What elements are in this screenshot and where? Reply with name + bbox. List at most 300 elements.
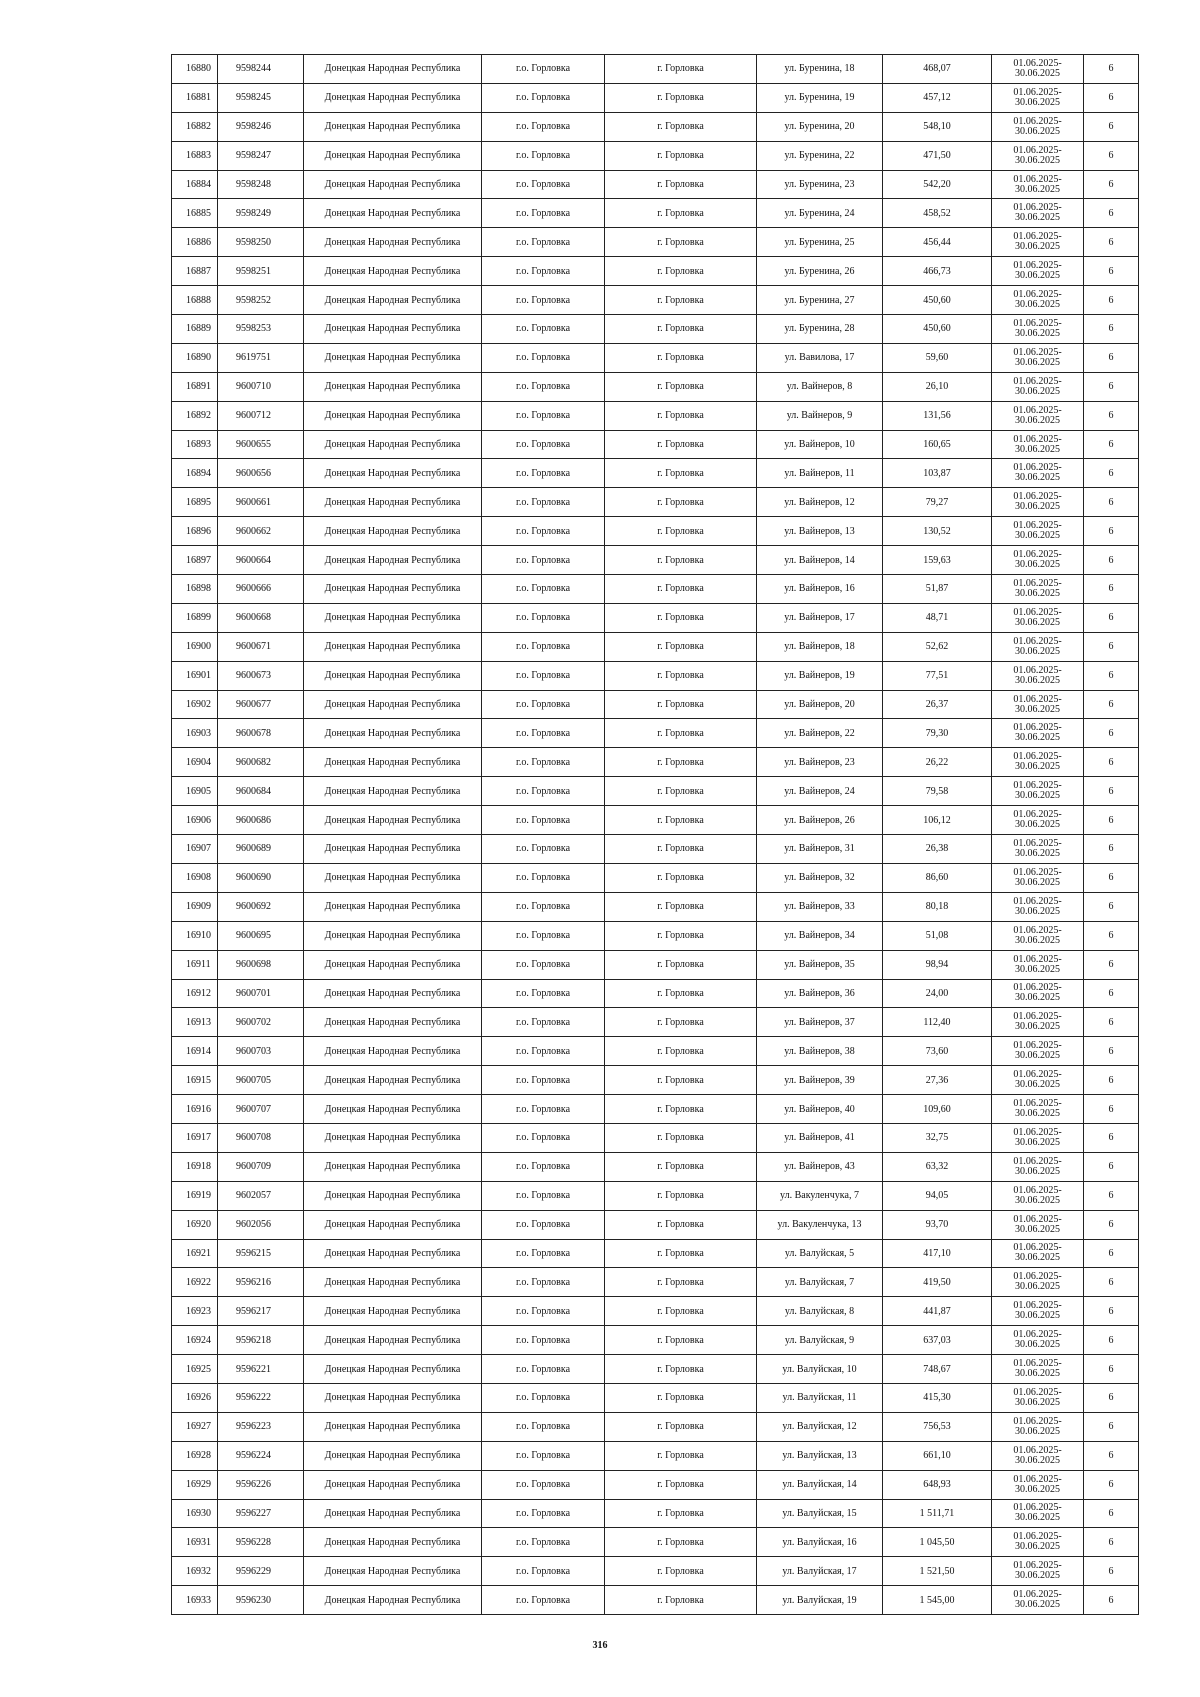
count-value: 6 (1084, 1412, 1139, 1441)
region-name: Донецкая Народная Республика (304, 950, 482, 979)
street-address: ул. Буренина, 25 (757, 228, 883, 257)
period-range: 01.06.2025-30.06.2025 (992, 372, 1084, 401)
table-row (172, 1412, 1139, 1441)
city-name: г. Горловка (605, 488, 757, 517)
cadastral-id: 9598248 (218, 170, 304, 199)
city-name: г. Горловка (605, 430, 757, 459)
area-value: 160,65 (883, 430, 992, 459)
street-address: ул. Буренина, 24 (757, 199, 883, 228)
row-number: 16923 (172, 1297, 218, 1326)
area-value: 48,71 (883, 603, 992, 632)
row-number: 16914 (172, 1037, 218, 1066)
cadastral-id: 9596215 (218, 1239, 304, 1268)
period-range: 01.06.2025-30.06.2025 (992, 141, 1084, 170)
street-address: ул. Валуйская, 14 (757, 1470, 883, 1499)
row-number: 16885 (172, 199, 218, 228)
city-name: г. Горловка (605, 141, 757, 170)
street-address: ул. Вайнеров, 17 (757, 603, 883, 632)
street-address: ул. Вайнеров, 32 (757, 863, 883, 892)
street-address: ул. Вайнеров, 39 (757, 1066, 883, 1095)
region-name: Донецкая Народная Республика (304, 1008, 482, 1037)
area-value: 27,36 (883, 1066, 992, 1095)
period-range: 01.06.2025-30.06.2025 (992, 286, 1084, 315)
row-number: 16903 (172, 719, 218, 748)
period-range: 01.06.2025-30.06.2025 (992, 921, 1084, 950)
period-range: 01.06.2025-30.06.2025 (992, 1586, 1084, 1615)
city-name: г. Горловка (605, 1355, 757, 1384)
cadastral-id: 9600661 (218, 488, 304, 517)
period-range: 01.06.2025-30.06.2025 (992, 401, 1084, 430)
table-row (172, 892, 1139, 921)
area-value: 450,60 (883, 315, 992, 344)
row-number: 16886 (172, 228, 218, 257)
city-name: г. Горловка (605, 1181, 757, 1210)
table-row (172, 575, 1139, 604)
street-address: ул. Вайнеров, 24 (757, 777, 883, 806)
period-range: 01.06.2025-30.06.2025 (992, 661, 1084, 690)
period-range: 01.06.2025-30.06.2025 (992, 777, 1084, 806)
table-row (172, 286, 1139, 315)
street-address: ул. Вайнеров, 8 (757, 372, 883, 401)
table-row (172, 777, 1139, 806)
row-number: 16911 (172, 950, 218, 979)
period-range: 01.06.2025-30.06.2025 (992, 1066, 1084, 1095)
cadastral-id: 9596228 (218, 1528, 304, 1557)
cadastral-id: 9600695 (218, 921, 304, 950)
row-number: 16928 (172, 1441, 218, 1470)
street-address: ул. Буренина, 26 (757, 257, 883, 286)
count-value: 6 (1084, 748, 1139, 777)
city-name: г. Горловка (605, 1326, 757, 1355)
cadastral-id: 9600666 (218, 575, 304, 604)
table-row (172, 401, 1139, 430)
region-name: Донецкая Народная Республика (304, 1557, 482, 1586)
district-name: г.о. Горловка (482, 1123, 605, 1152)
street-address: ул. Валуйская, 7 (757, 1268, 883, 1297)
region-name: Донецкая Народная Республика (304, 488, 482, 517)
row-number: 16920 (172, 1210, 218, 1239)
table-row (172, 863, 1139, 892)
count-value: 6 (1084, 1355, 1139, 1384)
count-value: 6 (1084, 661, 1139, 690)
region-name: Донецкая Народная Республика (304, 372, 482, 401)
row-number: 16889 (172, 315, 218, 344)
count-value: 6 (1084, 343, 1139, 372)
cadastral-id: 9598247 (218, 141, 304, 170)
area-value: 59,60 (883, 343, 992, 372)
period-range: 01.06.2025-30.06.2025 (992, 863, 1084, 892)
city-name: г. Горловка (605, 777, 757, 806)
street-address: ул. Валуйская, 15 (757, 1499, 883, 1528)
row-number: 16910 (172, 921, 218, 950)
row-number: 16902 (172, 690, 218, 719)
city-name: г. Горловка (605, 315, 757, 344)
city-name: г. Горловка (605, 55, 757, 84)
cadastral-id: 9598244 (218, 55, 304, 84)
period-range: 01.06.2025-30.06.2025 (992, 228, 1084, 257)
period-range: 01.06.2025-30.06.2025 (992, 1528, 1084, 1557)
region-name: Донецкая Народная Республика (304, 1239, 482, 1268)
district-name: г.о. Горловка (482, 141, 605, 170)
table-row (172, 950, 1139, 979)
street-address: ул. Валуйская, 9 (757, 1326, 883, 1355)
period-range: 01.06.2025-30.06.2025 (992, 1210, 1084, 1239)
table-row (172, 343, 1139, 372)
period-range: 01.06.2025-30.06.2025 (992, 170, 1084, 199)
cadastral-id: 9600656 (218, 459, 304, 488)
cadastral-id: 9596221 (218, 1355, 304, 1384)
period-range: 01.06.2025-30.06.2025 (992, 546, 1084, 575)
city-name: г. Горловка (605, 1239, 757, 1268)
table-row (172, 1181, 1139, 1210)
table-row (172, 1152, 1139, 1181)
street-address: ул. Буренина, 19 (757, 83, 883, 112)
table-row (172, 1355, 1139, 1384)
count-value: 6 (1084, 199, 1139, 228)
region-name: Донецкая Народная Республика (304, 979, 482, 1008)
table-row (172, 603, 1139, 632)
street-address: ул. Вайнеров, 40 (757, 1095, 883, 1124)
district-name: г.о. Горловка (482, 1152, 605, 1181)
area-value: 648,93 (883, 1470, 992, 1499)
period-range: 01.06.2025-30.06.2025 (992, 1412, 1084, 1441)
area-value: 457,12 (883, 83, 992, 112)
cadastral-id: 9598252 (218, 286, 304, 315)
period-range: 01.06.2025-30.06.2025 (992, 83, 1084, 112)
area-value: 112,40 (883, 1008, 992, 1037)
row-number: 16927 (172, 1412, 218, 1441)
street-address: ул. Вакуленчука, 13 (757, 1210, 883, 1239)
row-number: 16908 (172, 863, 218, 892)
period-range: 01.06.2025-30.06.2025 (992, 950, 1084, 979)
count-value: 6 (1084, 806, 1139, 835)
row-number: 16925 (172, 1355, 218, 1384)
street-address: ул. Вайнеров, 43 (757, 1152, 883, 1181)
region-name: Донецкая Народная Республика (304, 1066, 482, 1095)
table-row (172, 1528, 1139, 1557)
district-name: г.о. Горловка (482, 286, 605, 315)
table-row (172, 719, 1139, 748)
district-name: г.о. Горловка (482, 372, 605, 401)
table-row (172, 1037, 1139, 1066)
table-row (172, 170, 1139, 199)
district-name: г.о. Горловка (482, 1297, 605, 1326)
count-value: 6 (1084, 430, 1139, 459)
period-range: 01.06.2025-30.06.2025 (992, 1383, 1084, 1412)
count-value: 6 (1084, 141, 1139, 170)
area-value: 1 511,71 (883, 1499, 992, 1528)
region-name: Донецкая Народная Республика (304, 1528, 482, 1557)
region-name: Донецкая Народная Республика (304, 459, 482, 488)
row-number: 16907 (172, 835, 218, 864)
city-name: г. Горловка (605, 1008, 757, 1037)
table-row (172, 1239, 1139, 1268)
row-number: 16926 (172, 1383, 218, 1412)
count-value: 6 (1084, 1441, 1139, 1470)
count-value: 6 (1084, 517, 1139, 546)
table-row (172, 979, 1139, 1008)
row-number: 16906 (172, 806, 218, 835)
row-number: 16891 (172, 372, 218, 401)
area-value: 756,53 (883, 1412, 992, 1441)
city-name: г. Горловка (605, 1557, 757, 1586)
city-name: г. Горловка (605, 1499, 757, 1528)
city-name: г. Горловка (605, 661, 757, 690)
city-name: г. Горловка (605, 748, 757, 777)
count-value: 6 (1084, 170, 1139, 199)
city-name: г. Горловка (605, 719, 757, 748)
row-number: 16880 (172, 55, 218, 84)
cadastral-id: 9600692 (218, 892, 304, 921)
region-name: Донецкая Народная Республика (304, 892, 482, 921)
table-row (172, 257, 1139, 286)
area-value: 637,03 (883, 1326, 992, 1355)
table-row (172, 835, 1139, 864)
region-name: Донецкая Народная Республика (304, 1210, 482, 1239)
cadastral-id: 9596229 (218, 1557, 304, 1586)
table-row (172, 1123, 1139, 1152)
table-row (172, 1326, 1139, 1355)
row-number: 16933 (172, 1586, 218, 1615)
cadastral-id: 9600682 (218, 748, 304, 777)
district-name: г.о. Горловка (482, 1470, 605, 1499)
region-name: Донецкая Народная Республика (304, 1297, 482, 1326)
row-number: 16909 (172, 892, 218, 921)
period-range: 01.06.2025-30.06.2025 (992, 835, 1084, 864)
city-name: г. Горловка (605, 401, 757, 430)
area-value: 77,51 (883, 661, 992, 690)
table-row (172, 632, 1139, 661)
area-value: 52,62 (883, 632, 992, 661)
district-name: г.о. Горловка (482, 517, 605, 546)
district-name: г.о. Горловка (482, 430, 605, 459)
cadastral-id: 9600686 (218, 806, 304, 835)
area-value: 109,60 (883, 1095, 992, 1124)
region-name: Донецкая Народная Республика (304, 228, 482, 257)
street-address: ул. Вайнеров, 9 (757, 401, 883, 430)
area-value: 80,18 (883, 892, 992, 921)
district-name: г.о. Горловка (482, 1095, 605, 1124)
district-name: г.о. Горловка (482, 1441, 605, 1470)
row-number: 16896 (172, 517, 218, 546)
street-address: ул. Вайнеров, 20 (757, 690, 883, 719)
count-value: 6 (1084, 575, 1139, 604)
district-name: г.о. Горловка (482, 863, 605, 892)
table-row (172, 806, 1139, 835)
city-name: г. Горловка (605, 892, 757, 921)
count-value: 6 (1084, 1557, 1139, 1586)
count-value: 6 (1084, 719, 1139, 748)
district-name: г.о. Горловка (482, 1181, 605, 1210)
page-number: 316 (592, 1640, 608, 1651)
area-value: 419,50 (883, 1268, 992, 1297)
area-value: 26,37 (883, 690, 992, 719)
period-range: 01.06.2025-30.06.2025 (992, 343, 1084, 372)
city-name: г. Горловка (605, 257, 757, 286)
street-address: ул. Вайнеров, 36 (757, 979, 883, 1008)
table-row (172, 1066, 1139, 1095)
table-row (172, 83, 1139, 112)
area-value: 26,38 (883, 835, 992, 864)
row-number: 16921 (172, 1239, 218, 1268)
row-number: 16893 (172, 430, 218, 459)
cadastral-id: 9600702 (218, 1008, 304, 1037)
cadastral-id: 9600712 (218, 401, 304, 430)
cadastral-id: 9600707 (218, 1095, 304, 1124)
cadastral-id: 9600705 (218, 1066, 304, 1095)
region-name: Донецкая Народная Республика (304, 1499, 482, 1528)
area-value: 79,30 (883, 719, 992, 748)
count-value: 6 (1084, 1383, 1139, 1412)
street-address: ул. Вайнеров, 38 (757, 1037, 883, 1066)
region-name: Донецкая Народная Республика (304, 1181, 482, 1210)
period-range: 01.06.2025-30.06.2025 (992, 1037, 1084, 1066)
cadastral-id: 9600684 (218, 777, 304, 806)
district-name: г.о. Горловка (482, 199, 605, 228)
cadastral-id: 9600689 (218, 835, 304, 864)
cadastral-id: 9596218 (218, 1326, 304, 1355)
region-name: Донецкая Народная Республика (304, 286, 482, 315)
district-name: г.о. Горловка (482, 459, 605, 488)
area-value: 98,94 (883, 950, 992, 979)
cadastral-id: 9602056 (218, 1210, 304, 1239)
count-value: 6 (1084, 1297, 1139, 1326)
count-value: 6 (1084, 228, 1139, 257)
street-address: ул. Вайнеров, 23 (757, 748, 883, 777)
region-name: Донецкая Народная Республика (304, 661, 482, 690)
period-range: 01.06.2025-30.06.2025 (992, 1123, 1084, 1152)
table-row (172, 1210, 1139, 1239)
street-address: ул. Валуйская, 11 (757, 1383, 883, 1412)
area-value: 51,08 (883, 921, 992, 950)
city-name: г. Горловка (605, 1095, 757, 1124)
cadastral-id: 9600662 (218, 517, 304, 546)
city-name: г. Горловка (605, 112, 757, 141)
area-value: 456,44 (883, 228, 992, 257)
cadastral-id: 9600678 (218, 719, 304, 748)
table-row (172, 1383, 1139, 1412)
period-range: 01.06.2025-30.06.2025 (992, 1470, 1084, 1499)
area-value: 79,27 (883, 488, 992, 517)
area-value: 93,70 (883, 1210, 992, 1239)
region-name: Донецкая Народная Республика (304, 863, 482, 892)
region-name: Донецкая Народная Республика (304, 83, 482, 112)
table-row (172, 488, 1139, 517)
count-value: 6 (1084, 257, 1139, 286)
city-name: г. Горловка (605, 286, 757, 315)
cadastral-id: 9600671 (218, 632, 304, 661)
region-name: Донецкая Народная Республика (304, 806, 482, 835)
period-range: 01.06.2025-30.06.2025 (992, 1557, 1084, 1586)
city-name: г. Горловка (605, 1152, 757, 1181)
district-name: г.о. Горловка (482, 488, 605, 517)
district-name: г.о. Горловка (482, 835, 605, 864)
table-row (172, 690, 1139, 719)
city-name: г. Горловка (605, 1470, 757, 1499)
region-name: Донецкая Народная Республика (304, 1355, 482, 1384)
count-value: 6 (1084, 1181, 1139, 1210)
city-name: г. Горловка (605, 343, 757, 372)
city-name: г. Горловка (605, 1528, 757, 1557)
district-name: г.о. Горловка (482, 1210, 605, 1239)
area-value: 471,50 (883, 141, 992, 170)
city-name: г. Горловка (605, 1297, 757, 1326)
area-value: 103,87 (883, 459, 992, 488)
period-range: 01.06.2025-30.06.2025 (992, 1441, 1084, 1470)
area-value: 24,00 (883, 979, 992, 1008)
cadastral-id: 9600698 (218, 950, 304, 979)
count-value: 6 (1084, 777, 1139, 806)
street-address: ул. Валуйская, 19 (757, 1586, 883, 1615)
street-address: ул. Вайнеров, 13 (757, 517, 883, 546)
period-range: 01.06.2025-30.06.2025 (992, 632, 1084, 661)
area-value: 1 521,50 (883, 1557, 992, 1586)
district-name: г.о. Горловка (482, 1037, 605, 1066)
cadastral-id: 9596216 (218, 1268, 304, 1297)
count-value: 6 (1084, 83, 1139, 112)
region-name: Донецкая Народная Республика (304, 690, 482, 719)
region-name: Донецкая Народная Республика (304, 575, 482, 604)
table-row (172, 199, 1139, 228)
period-range: 01.06.2025-30.06.2025 (992, 1095, 1084, 1124)
area-value: 1 045,50 (883, 1528, 992, 1557)
city-name: г. Горловка (605, 1210, 757, 1239)
cadastral-id: 9596223 (218, 1412, 304, 1441)
district-name: г.о. Горловка (482, 690, 605, 719)
district-name: г.о. Горловка (482, 950, 605, 979)
district-name: г.о. Горловка (482, 1355, 605, 1384)
area-value: 458,52 (883, 199, 992, 228)
row-number: 16915 (172, 1066, 218, 1095)
cadastral-id: 9600664 (218, 546, 304, 575)
cadastral-id: 9598249 (218, 199, 304, 228)
street-address: ул. Буренина, 23 (757, 170, 883, 199)
street-address: ул. Валуйская, 12 (757, 1412, 883, 1441)
count-value: 6 (1084, 603, 1139, 632)
cadastral-id: 9600690 (218, 863, 304, 892)
row-number: 16918 (172, 1152, 218, 1181)
row-number: 16882 (172, 112, 218, 141)
count-value: 6 (1084, 950, 1139, 979)
region-name: Донецкая Народная Республика (304, 315, 482, 344)
street-address: ул. Вавилова, 17 (757, 343, 883, 372)
table-row (172, 430, 1139, 459)
region-name: Донецкая Народная Республика (304, 517, 482, 546)
area-value: 131,56 (883, 401, 992, 430)
city-name: г. Горловка (605, 603, 757, 632)
row-number: 16888 (172, 286, 218, 315)
region-name: Донецкая Народная Республика (304, 546, 482, 575)
area-value: 94,05 (883, 1181, 992, 1210)
table-row (172, 141, 1139, 170)
district-name: г.о. Горловка (482, 892, 605, 921)
city-name: г. Горловка (605, 546, 757, 575)
district-name: г.о. Горловка (482, 1557, 605, 1586)
row-number: 16894 (172, 459, 218, 488)
district-name: г.о. Горловка (482, 83, 605, 112)
period-range: 01.06.2025-30.06.2025 (992, 199, 1084, 228)
city-name: г. Горловка (605, 835, 757, 864)
street-address: ул. Вайнеров, 10 (757, 430, 883, 459)
street-address: ул. Буренина, 28 (757, 315, 883, 344)
street-address: ул. Валуйская, 16 (757, 1528, 883, 1557)
cadastral-id: 9602057 (218, 1181, 304, 1210)
region-name: Донецкая Народная Республика (304, 1037, 482, 1066)
period-range: 01.06.2025-30.06.2025 (992, 257, 1084, 286)
cadastral-id: 9600703 (218, 1037, 304, 1066)
period-range: 01.06.2025-30.06.2025 (992, 719, 1084, 748)
area-value: 86,60 (883, 863, 992, 892)
